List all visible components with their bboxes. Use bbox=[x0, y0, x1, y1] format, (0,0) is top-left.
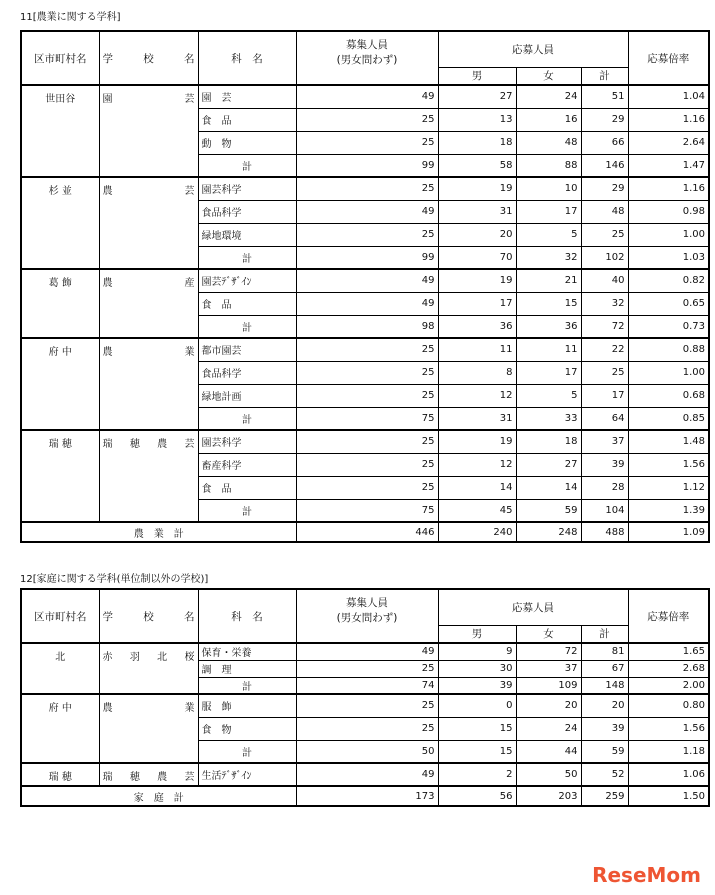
quota-value: 49 bbox=[296, 643, 438, 660]
male-value: 13 bbox=[438, 108, 516, 131]
male-value: 15 bbox=[438, 717, 516, 740]
school-name: 農業 bbox=[99, 694, 198, 763]
total-value: 37 bbox=[581, 430, 628, 453]
total-value: 22 bbox=[581, 338, 628, 361]
ratio-value: 0.68 bbox=[628, 384, 709, 407]
female-value: 5 bbox=[516, 384, 581, 407]
ratio-value: 0.80 bbox=[628, 694, 709, 717]
dept-name: 保育・栄養 bbox=[198, 643, 296, 660]
female-value: 10 bbox=[516, 177, 581, 200]
male-value: 31 bbox=[438, 200, 516, 223]
total-value: 81 bbox=[581, 643, 628, 660]
quota-value: 25 bbox=[296, 131, 438, 154]
total-value: 66 bbox=[581, 131, 628, 154]
subtotal-male: 70 bbox=[438, 246, 516, 269]
table-row bbox=[21, 338, 709, 361]
header-ratio: 応募倍率 bbox=[628, 589, 709, 643]
total-quota: 173 bbox=[296, 786, 438, 806]
dept-name: 服 飾 bbox=[198, 694, 296, 717]
ward-name: 世田谷 bbox=[21, 85, 99, 177]
male-value: 30 bbox=[438, 660, 516, 677]
total-value: 25 bbox=[581, 361, 628, 384]
female-value: 14 bbox=[516, 476, 581, 499]
male-value: 19 bbox=[438, 430, 516, 453]
header-female: 女 bbox=[516, 625, 581, 643]
subtotal-ratio: 0.73 bbox=[628, 315, 709, 338]
total-value: 39 bbox=[581, 453, 628, 476]
subtotal-female: 32 bbox=[516, 246, 581, 269]
total-female: 248 bbox=[516, 522, 581, 542]
quota-value: 49 bbox=[296, 292, 438, 315]
male-value: 11 bbox=[438, 338, 516, 361]
subtotal-male: 39 bbox=[438, 677, 516, 694]
ratio-value: 0.88 bbox=[628, 338, 709, 361]
female-value: 24 bbox=[516, 85, 581, 108]
header-ratio: 応募倍率 bbox=[628, 31, 709, 85]
quota-value: 25 bbox=[296, 223, 438, 246]
ward-name: 杉 並 bbox=[21, 177, 99, 269]
subtotal-quota: 74 bbox=[296, 677, 438, 694]
school-name: 農芸 bbox=[99, 177, 198, 269]
subtotal-male: 45 bbox=[438, 499, 516, 522]
subtotal-label: 計 bbox=[198, 740, 296, 763]
ratio-value: 0.98 bbox=[628, 200, 709, 223]
subtotal-total: 148 bbox=[581, 677, 628, 694]
male-value: 19 bbox=[438, 269, 516, 292]
dept-name: 食 品 bbox=[198, 108, 296, 131]
dept-name: 食品科学 bbox=[198, 200, 296, 223]
ratio-value: 0.82 bbox=[628, 269, 709, 292]
ratio-value: 1.00 bbox=[628, 361, 709, 384]
quota-value: 25 bbox=[296, 430, 438, 453]
dept-name: 食 品 bbox=[198, 476, 296, 499]
male-value: 19 bbox=[438, 177, 516, 200]
dept-name: 都市園芸 bbox=[198, 338, 296, 361]
subtotal-ratio: 0.85 bbox=[628, 407, 709, 430]
total-male: 56 bbox=[438, 786, 516, 806]
ratio-value: 2.64 bbox=[628, 131, 709, 154]
ratio-value: 1.56 bbox=[628, 717, 709, 740]
table-row bbox=[21, 430, 709, 453]
quota-value: 25 bbox=[296, 717, 438, 740]
dept-name: 緑地環境 bbox=[198, 223, 296, 246]
table-row bbox=[21, 643, 709, 660]
female-value: 37 bbox=[516, 660, 581, 677]
female-value: 17 bbox=[516, 200, 581, 223]
male-value: 17 bbox=[438, 292, 516, 315]
quota-value: 25 bbox=[296, 338, 438, 361]
dept-name: 食 品 bbox=[198, 292, 296, 315]
total-ratio: 1.09 bbox=[628, 522, 709, 542]
ratio-value: 1.12 bbox=[628, 476, 709, 499]
female-value: 48 bbox=[516, 131, 581, 154]
subtotal-total: 104 bbox=[581, 499, 628, 522]
male-value: 27 bbox=[438, 85, 516, 108]
dept-name: 園芸科学 bbox=[198, 430, 296, 453]
female-value: 24 bbox=[516, 717, 581, 740]
subtotal-ratio: 1.39 bbox=[628, 499, 709, 522]
subtotal-ratio: 1.18 bbox=[628, 740, 709, 763]
female-value: 16 bbox=[516, 108, 581, 131]
male-value: 14 bbox=[438, 476, 516, 499]
total-value: 40 bbox=[581, 269, 628, 292]
quota-value: 25 bbox=[296, 108, 438, 131]
dept-name: 園芸科学 bbox=[198, 177, 296, 200]
quota-value: 25 bbox=[296, 453, 438, 476]
header-total: 計 bbox=[581, 625, 628, 643]
section-title: 11[農業に関する学科] bbox=[20, 12, 121, 23]
header-school: 学 校 名 bbox=[99, 31, 198, 85]
ratio-value: 1.48 bbox=[628, 430, 709, 453]
subtotal-female: 109 bbox=[516, 677, 581, 694]
admissions-table bbox=[20, 30, 710, 543]
total-male: 240 bbox=[438, 522, 516, 542]
header-quota: 募集人員 (男女問わず) bbox=[296, 31, 438, 85]
ratio-value: 2.68 bbox=[628, 660, 709, 677]
ward-name: 瑞 穂 bbox=[21, 763, 99, 786]
quota-value: 25 bbox=[296, 384, 438, 407]
subtotal-ratio: 1.47 bbox=[628, 154, 709, 177]
quota-value: 49 bbox=[296, 200, 438, 223]
ward-name: 府 中 bbox=[21, 694, 99, 763]
quota-value: 25 bbox=[296, 177, 438, 200]
header-female: 女 bbox=[516, 67, 581, 85]
total-value: 29 bbox=[581, 108, 628, 131]
table-row bbox=[21, 763, 709, 786]
male-value: 12 bbox=[438, 384, 516, 407]
dept-name: 畜産科学 bbox=[198, 453, 296, 476]
subtotal-quota: 98 bbox=[296, 315, 438, 338]
male-value: 20 bbox=[438, 223, 516, 246]
header-school: 学 校 名 bbox=[99, 589, 198, 643]
total-value: 51 bbox=[581, 85, 628, 108]
header-dept: 科 名 bbox=[198, 589, 296, 643]
school-name: 農産 bbox=[99, 269, 198, 338]
subtotal-label: 計 bbox=[198, 677, 296, 694]
grand-total-row bbox=[21, 522, 709, 542]
quota-value: 25 bbox=[296, 660, 438, 677]
total-value: 20 bbox=[581, 694, 628, 717]
total-value: 52 bbox=[581, 763, 628, 786]
subtotal-label: 計 bbox=[198, 154, 296, 177]
quota-value: 49 bbox=[296, 85, 438, 108]
subtotal-label: 計 bbox=[198, 315, 296, 338]
ratio-value: 1.56 bbox=[628, 453, 709, 476]
female-value: 72 bbox=[516, 643, 581, 660]
header-ward: 区市町村名 bbox=[21, 589, 99, 643]
subtotal-female: 33 bbox=[516, 407, 581, 430]
subtotal-male: 58 bbox=[438, 154, 516, 177]
total-value: 32 bbox=[581, 292, 628, 315]
table-row bbox=[21, 694, 709, 717]
school-name: 瑞穂農芸 bbox=[99, 430, 198, 522]
subtotal-total: 72 bbox=[581, 315, 628, 338]
header-ward: 区市町村名 bbox=[21, 31, 99, 85]
total-value: 29 bbox=[581, 177, 628, 200]
table-row bbox=[21, 269, 709, 292]
section-title: 12[家庭に関する学科(単位制以外の学校)] bbox=[20, 574, 209, 585]
ratio-value: 1.06 bbox=[628, 763, 709, 786]
female-value: 50 bbox=[516, 763, 581, 786]
subtotal-female: 36 bbox=[516, 315, 581, 338]
subtotal-quota: 99 bbox=[296, 246, 438, 269]
subtotal-male: 31 bbox=[438, 407, 516, 430]
quota-value: 25 bbox=[296, 476, 438, 499]
male-value: 0 bbox=[438, 694, 516, 717]
female-value: 11 bbox=[516, 338, 581, 361]
male-value: 9 bbox=[438, 643, 516, 660]
admissions-table bbox=[20, 588, 710, 807]
total-label: 家 庭 計 bbox=[21, 786, 296, 806]
subtotal-ratio: 1.03 bbox=[628, 246, 709, 269]
subtotal-label: 計 bbox=[198, 407, 296, 430]
total-value: 48 bbox=[581, 200, 628, 223]
total-value: 39 bbox=[581, 717, 628, 740]
dept-name: 調 理 bbox=[198, 660, 296, 677]
ratio-value: 1.65 bbox=[628, 643, 709, 660]
dept-name: 園芸ﾃﾞｻﾞｲﾝ bbox=[198, 269, 296, 292]
quota-value: 25 bbox=[296, 361, 438, 384]
header-total: 計 bbox=[581, 67, 628, 85]
subtotal-total: 59 bbox=[581, 740, 628, 763]
total-female: 203 bbox=[516, 786, 581, 806]
dept-name: 食 物 bbox=[198, 717, 296, 740]
ratio-value: 1.04 bbox=[628, 85, 709, 108]
subtotal-total: 64 bbox=[581, 407, 628, 430]
school-name: 赤羽北桜 bbox=[99, 643, 198, 694]
header-male: 男 bbox=[438, 625, 516, 643]
resemom-logo: ReseMom bbox=[592, 863, 701, 887]
dept-name: 動 物 bbox=[198, 131, 296, 154]
female-value: 18 bbox=[516, 430, 581, 453]
quota-value: 49 bbox=[296, 763, 438, 786]
grand-total-row bbox=[21, 786, 709, 806]
ratio-value: 1.16 bbox=[628, 177, 709, 200]
total-total: 488 bbox=[581, 522, 628, 542]
ward-name: 瑞 穂 bbox=[21, 430, 99, 522]
male-value: 8 bbox=[438, 361, 516, 384]
female-value: 5 bbox=[516, 223, 581, 246]
quota-value: 49 bbox=[296, 269, 438, 292]
ward-name: 北 bbox=[21, 643, 99, 694]
school-name: 園芸 bbox=[99, 85, 198, 177]
ward-name: 府 中 bbox=[21, 338, 99, 430]
header-quota: 募集人員 (男女問わず) bbox=[296, 589, 438, 643]
school-name: 農業 bbox=[99, 338, 198, 430]
total-quota: 446 bbox=[296, 522, 438, 542]
total-value: 28 bbox=[581, 476, 628, 499]
subtotal-male: 36 bbox=[438, 315, 516, 338]
table-row bbox=[21, 177, 709, 200]
dept-name: 食品科学 bbox=[198, 361, 296, 384]
dept-name: 緑地計画 bbox=[198, 384, 296, 407]
header-applicants: 応募人員 bbox=[438, 589, 628, 625]
subtotal-quota: 75 bbox=[296, 499, 438, 522]
total-total: 259 bbox=[581, 786, 628, 806]
subtotal-female: 88 bbox=[516, 154, 581, 177]
female-value: 15 bbox=[516, 292, 581, 315]
ratio-value: 1.00 bbox=[628, 223, 709, 246]
subtotal-quota: 50 bbox=[296, 740, 438, 763]
male-value: 18 bbox=[438, 131, 516, 154]
header-male: 男 bbox=[438, 67, 516, 85]
school-name: 瑞穂農芸 bbox=[99, 763, 198, 786]
subtotal-male: 15 bbox=[438, 740, 516, 763]
ward-name: 葛 飾 bbox=[21, 269, 99, 338]
quota-value: 25 bbox=[296, 694, 438, 717]
dept-name: 生活ﾃﾞｻﾞｲﾝ bbox=[198, 763, 296, 786]
female-value: 27 bbox=[516, 453, 581, 476]
total-ratio: 1.50 bbox=[628, 786, 709, 806]
subtotal-label: 計 bbox=[198, 499, 296, 522]
female-value: 17 bbox=[516, 361, 581, 384]
header-applicants: 応募人員 bbox=[438, 31, 628, 67]
subtotal-ratio: 2.00 bbox=[628, 677, 709, 694]
total-value: 67 bbox=[581, 660, 628, 677]
subtotal-quota: 99 bbox=[296, 154, 438, 177]
total-value: 25 bbox=[581, 223, 628, 246]
subtotal-total: 146 bbox=[581, 154, 628, 177]
male-value: 12 bbox=[438, 453, 516, 476]
subtotal-quota: 75 bbox=[296, 407, 438, 430]
ratio-value: 1.16 bbox=[628, 108, 709, 131]
ratio-value: 0.65 bbox=[628, 292, 709, 315]
total-label: 農 業 計 bbox=[21, 522, 296, 542]
total-value: 17 bbox=[581, 384, 628, 407]
subtotal-female: 59 bbox=[516, 499, 581, 522]
female-value: 21 bbox=[516, 269, 581, 292]
male-value: 2 bbox=[438, 763, 516, 786]
dept-name: 園 芸 bbox=[198, 85, 296, 108]
header-dept: 科 名 bbox=[198, 31, 296, 85]
female-value: 20 bbox=[516, 694, 581, 717]
subtotal-label: 計 bbox=[198, 246, 296, 269]
table-row bbox=[21, 85, 709, 108]
subtotal-total: 102 bbox=[581, 246, 628, 269]
subtotal-female: 44 bbox=[516, 740, 581, 763]
